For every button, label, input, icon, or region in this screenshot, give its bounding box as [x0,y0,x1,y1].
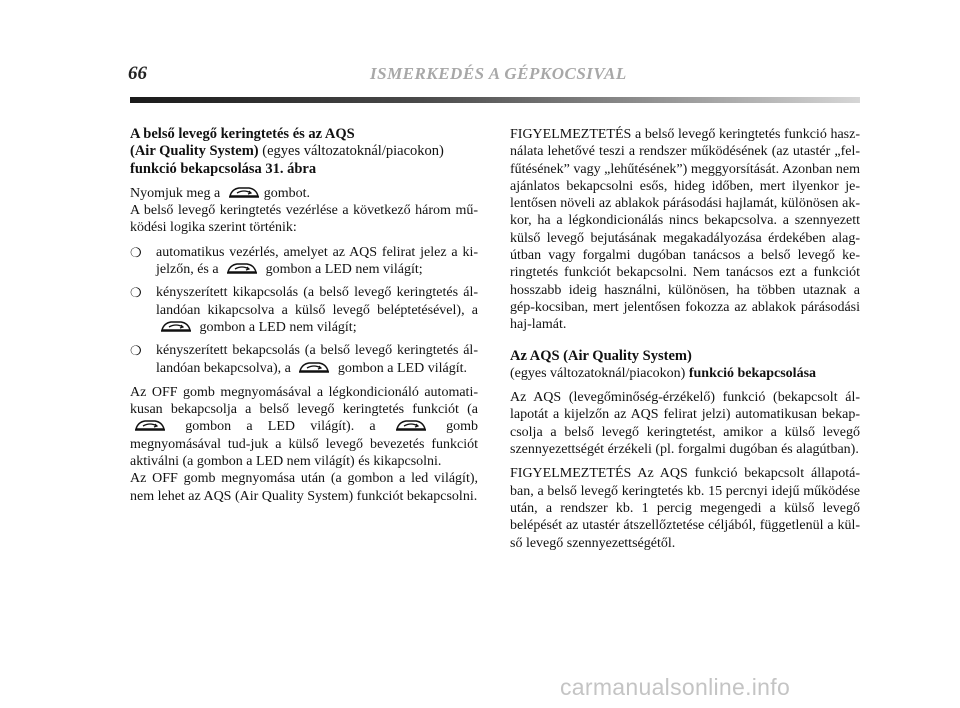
header-rule [130,97,860,103]
bullet-1-text-a: automatikus vezérlés, amelyet az AQS felirat jelez a ki-jelzőn, és a [156,244,478,278]
aqs-subtitle-normal: (egyes változatoknál/piacokon) [510,365,689,381]
list-item [130,342,478,377]
paragraph-aqs-description: Az AQS (levegőminőség-érzékelő) funkció (bekapcsolt ál-lapotát a kijelzőn az AQS felirat jelzi) automatikusan bekap-csolja a belső levegő keringtetést, amikor a külső levegő szennyezettségét érzékeli (pl. forgalmi dugóban és alagútban). [510,390,860,458]
left-column [130,126,478,512]
p1-text-b: gombot. [263,185,310,201]
p2-text-c: gomb megnyomásával tud-juk a külső levegő bevezetés funkciót aktiválni (a gombon a LED nem világít) és kikapcsolni. [130,419,478,470]
p1-text-a: Nyomjuk meg a [130,185,224,201]
p2-text-a: Az OFF gomb megnyomásával a légkondicionáló automati-kusan bekapcsolja a belső levegő keringtetés funkciót (a [130,384,478,418]
running-title: ISMERKEDÉS A GÉPKOCSIVAL [370,64,627,83]
section-title-recirculation [130,126,478,178]
aqs-subtitle-bold: funkció bekapcsolása [688,365,817,381]
bullet-1-text-b: gombon a LED nem világít; [262,262,423,278]
bullet-circle-icon: ❍ [130,343,142,359]
paragraph-press-button [130,185,478,237]
watermark: carmanualsonline.info [560,674,791,700]
car-recirculation-icon [225,261,259,276]
p2-text-b: gombon a LED világít). a [170,419,391,435]
title-line-2-normal: (egyes változatoknál/piacokon) [258,143,444,160]
car-recirculation-icon [159,319,193,334]
bullet-3-text-b: gombon a LED világít. [334,360,467,376]
p3-text: Az OFF gomb megnyomása után (a gombon a led világít), nem lehet az AQS (Air Quality System) funkciót bekapcsolni. [130,471,478,504]
title-line-3: funkció bekapcsolása 31. ábra [130,160,317,177]
section-title-aqs [510,348,860,383]
bullet-2-text-a: kényszerített kikapcsolás (a belső levegő keringtetés ál-landóan kikapcsolva a külső levegő beléptetésével), a [156,285,478,318]
warning-recirculation: FIGYELMEZTETÉS a belső levegő keringtetés funkció hasz-nálata lehetővé teszi a rendszer működésének (az utastér „fel-fűtésének” vagy „lehűtésének”) meggyorsítását. Azonban nem ajánlatos bekapcsolni esős, hideg időben, mert ilyenkor je-lentősen növeli az ablakok párásodási hajlamát, különösen ak-kor, ha a légkondicionálás nincs bekapcsolva. a szennyezett külső levegő bejutásának megakadályozása érdekében alag-útban vagy forgalmi dugóban tanácsos a belső levegő ke-ringtetés funkciót bekapcsolni. Nem tanácsos ezt a funkciót hosszabb ideig használni, különösen, ha többen utaznak a gép-kocsiban, mert jelentősen fokozza az ablakok párásodási haj-lamát. [510,127,860,333]
car-recirculation-icon [227,185,261,200]
bullet-circle-icon: ❍ [130,244,142,260]
title-line-1: A belső levegő keringtetés és az AQS [130,126,355,142]
logic-list [130,244,478,377]
warning-aqs: FIGYELMEZTETÉS Az AQS funkció bekapcsolt állapotá-ban, a belső levegő keringtetés kb. 15 percnyi idejű működése után, a rendszer kb. 1 percig megengedi a külső levegő belépését az utastér átszellőztetése céljából, függetlenül a kül-ső levegő szennyezettségétől. [510,466,860,551]
right-column [510,126,860,559]
car-recirculation-icon [297,360,331,375]
bullet-3-text-a: kényszerített bekapcsolás (a belső levegő keringtetés ál-landóan bekapcsolva), a [156,343,478,376]
bullet-2-text-b: gombon a LED nem világít; [196,319,357,335]
list-item [130,284,478,336]
p1-text-c: A belső levegő keringtetés vezérlése a következő három mű-ködési logika szerint történik: [130,203,478,236]
bullet-circle-icon: ❍ [130,285,142,301]
paragraph-off-button [130,384,478,505]
list-item [130,244,478,279]
car-recirculation-icon [394,418,428,433]
aqs-title: Az AQS (Air Quality System) [510,347,692,364]
page-number: 66 [128,63,147,84]
title-line-2-bold: (Air Quality System) [130,143,259,160]
car-recirculation-icon [133,418,167,433]
